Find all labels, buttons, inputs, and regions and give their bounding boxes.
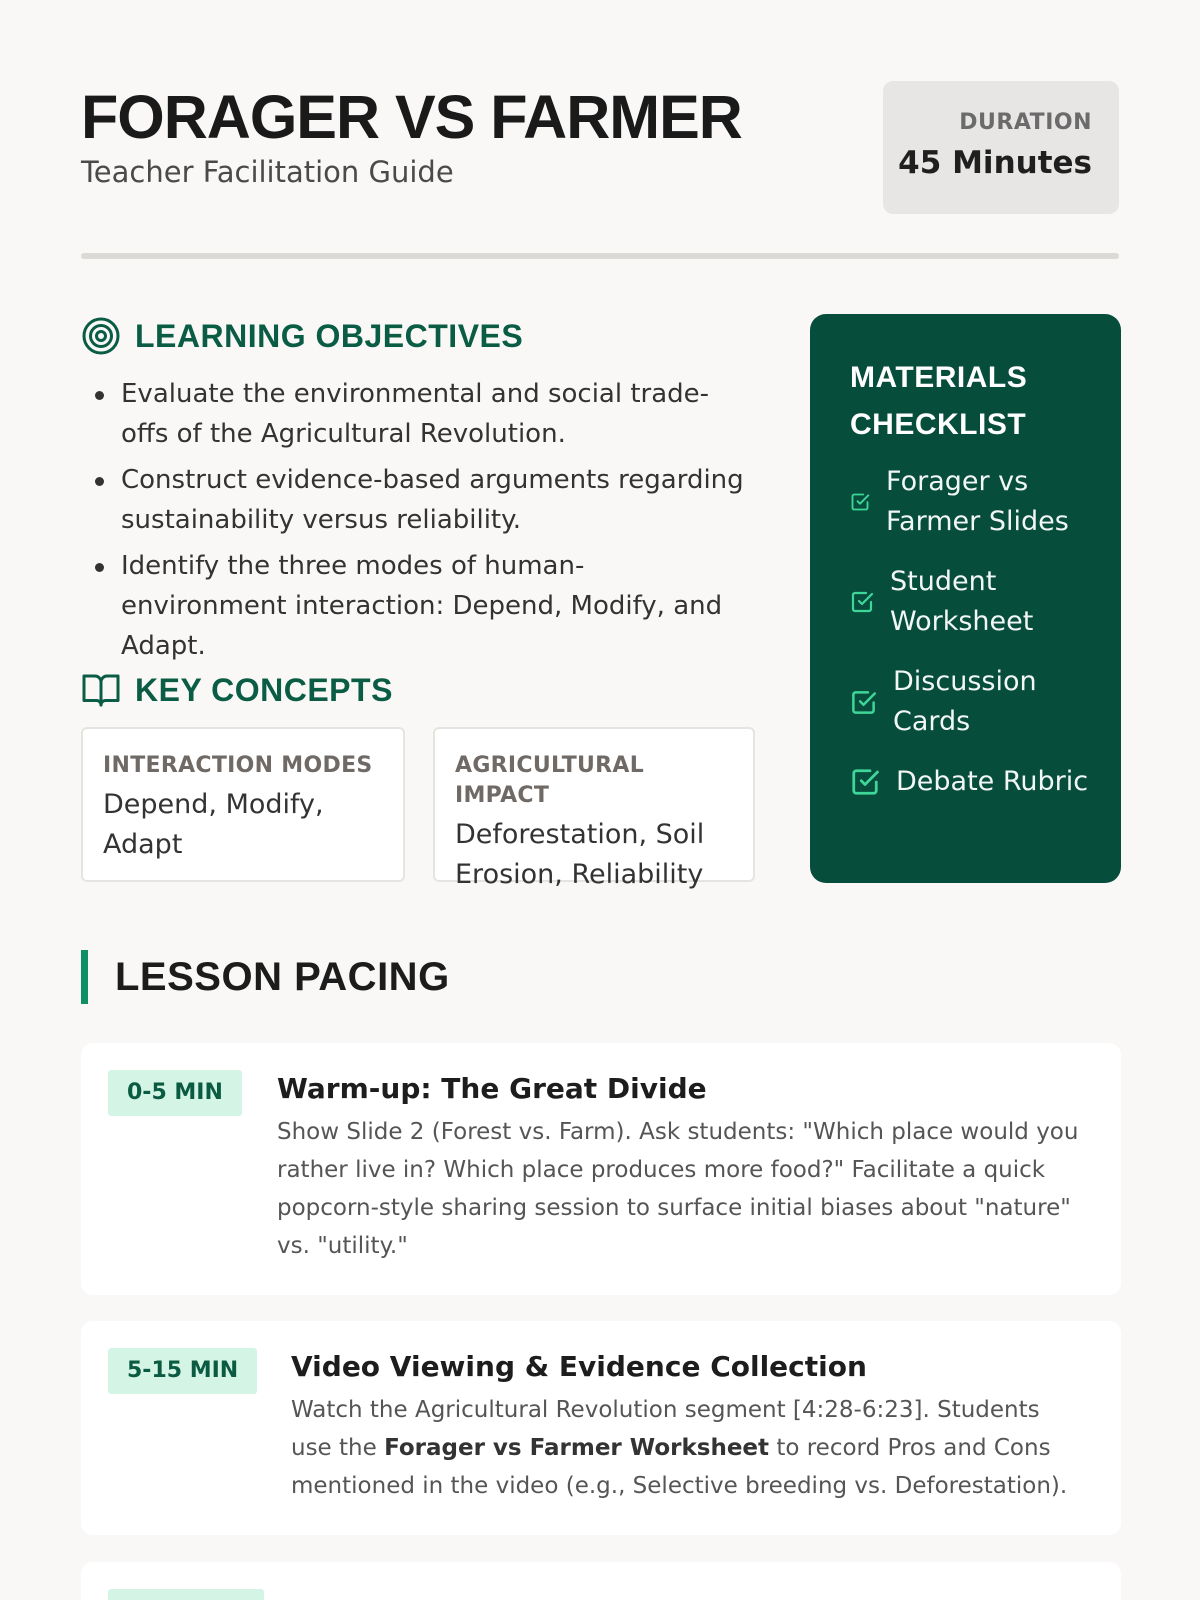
pacing-card [81, 1321, 1121, 1535]
concepts-heading-text: KEY CONCEPTS [135, 671, 393, 708]
header-divider [81, 253, 1119, 259]
pacing-title: Video Viewing & Evidence Collection [291, 1350, 867, 1383]
materials-item-label: Forager vs Farmer Slides [886, 466, 1069, 537]
duration-box [883, 81, 1119, 214]
page-title: FORAGER VS FARMER [81, 83, 742, 151]
concept-card-interaction-modes [81, 727, 405, 882]
objective-item: Construct evidence-based arguments regarding sustainability versus reliability. [95, 460, 745, 540]
concepts-heading [81, 670, 393, 710]
concept-value: Depend, Modify, Adapt [103, 789, 324, 860]
time-badge: 0-5 MIN [108, 1070, 242, 1116]
duration-label: DURATION [959, 110, 1092, 135]
materials-item [850, 662, 1093, 742]
target-icon [81, 316, 121, 356]
concept-value: Deforestation, Soil Erosion, Reliability [455, 819, 705, 890]
pacing-description: Show Slide 2 (Forest vs. Farm). Ask students: "Which place would you rather live in? Which place produces more food?" Facilitate a quick popcorn-style sharing session to surface initial biases about "nature" vs. "utility." [277, 1119, 1079, 1259]
objective-item: Identify the three modes of human-environment interaction: Depend, Modify, and Adapt. [95, 546, 745, 666]
materials-title: MATERIALS CHECKLIST [850, 361, 1028, 441]
concept-label: AGRICULTURAL IMPACT [455, 753, 645, 808]
page-header [81, 80, 1119, 214]
pacing-description [291, 1391, 1085, 1505]
pacing-heading: LESSON PACING [81, 950, 450, 1004]
objectives-heading-text: LEARNING OBJECTIVES [135, 317, 524, 354]
worksheet-name: Forager vs Farmer Worksheet [384, 1435, 770, 1461]
materials-checklist [810, 314, 1121, 883]
materials-item [850, 562, 1093, 642]
materials-item [850, 762, 1093, 802]
duration-value: 45 Minutes [898, 145, 1092, 181]
concept-card-agricultural-impact [433, 727, 755, 890]
pacing-title: Warm-up: The Great Divide [277, 1072, 707, 1105]
check-square-icon [850, 767, 880, 797]
pacing-card [81, 1043, 1121, 1295]
pacing-body [291, 1347, 1085, 1505]
materials-item-label: Discussion Cards [893, 666, 1037, 737]
page-subtitle: Teacher Facilitation Guide [81, 155, 454, 189]
check-square-icon [850, 689, 877, 716]
check-square-icon [850, 492, 870, 512]
concept-label: INTERACTION MODES [103, 753, 373, 778]
objectives-heading [81, 316, 523, 356]
pacing-description-text: to record Pros and Cons mentioned in the video (e.g., Selective breeding vs. Deforestation). [291, 1435, 1068, 1499]
materials-item [850, 462, 1093, 542]
time-badge: 5-15 MIN [108, 1348, 257, 1394]
objective-item: Evaluate the environmental and social trade-offs of the Agricultural Revolution. [95, 374, 745, 454]
pacing-card-partial [81, 1562, 1121, 1600]
materials-item-label: Student Worksheet [890, 566, 1034, 637]
open-book-icon [81, 670, 121, 710]
materials-item-label: Debate Rubric [896, 766, 1089, 797]
pacing-body [277, 1069, 1085, 1265]
check-square-icon [850, 590, 874, 614]
objectives-list [95, 374, 745, 672]
time-badge [108, 1589, 264, 1600]
pacing-description-text: Watch the Agricultural Revolution segment [4:28-6:23]. Students use the [291, 1397, 1040, 1461]
